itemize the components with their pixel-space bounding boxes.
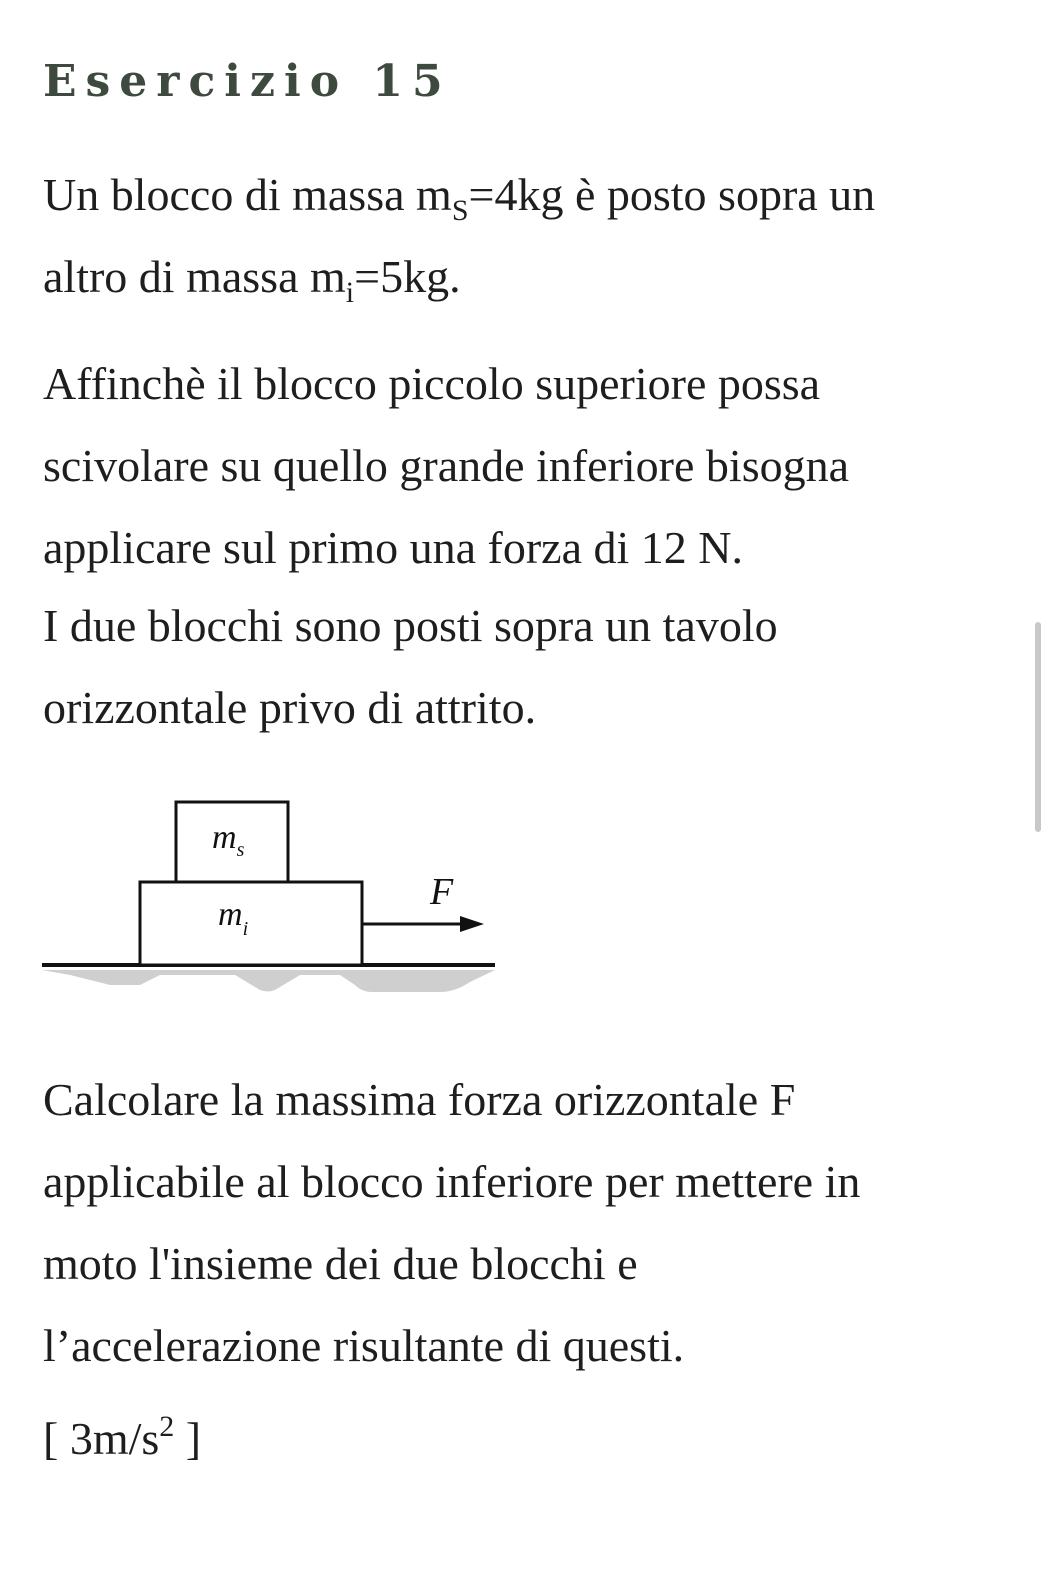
lower-block-label-m: m — [218, 896, 243, 933]
force-label: F — [430, 871, 454, 913]
paragraph-masses — [43, 154, 875, 318]
paragraph-line: applicabile al blocco inferiore per mettere in — [43, 1156, 861, 1207]
paragraph-line: moto l'insieme dei due blocchi e — [43, 1238, 638, 1289]
exercise-title: Esercizio 15 — [43, 56, 452, 107]
force-arrow-head — [460, 916, 484, 932]
ground-shadow — [42, 970, 495, 992]
paragraph-line: Affinchè il blocco piccolo superiore possa — [43, 358, 821, 409]
upper-block-label-sub: s — [236, 839, 245, 861]
answer-exponent: 2 — [159, 1410, 175, 1443]
scrollbar-thumb[interactable] — [1035, 622, 1041, 832]
text-segment: =4kg è posto sopra un — [468, 169, 876, 220]
blocks-diagram — [0, 780, 520, 1020]
paragraph-masses-line-1 — [43, 154, 875, 236]
subscript-i: i — [345, 276, 355, 309]
lower-block — [140, 882, 362, 965]
answer-value: [ 3m/s — [43, 1413, 160, 1464]
paragraph-line: scivolare su quello grande inferiore bisogna — [43, 440, 850, 491]
lower-block-label-sub: i — [242, 918, 249, 940]
paragraph-table — [43, 585, 778, 749]
upper-block-label-m: m — [212, 819, 237, 856]
paragraph-line: l’accelerazione risultante di questi. — [43, 1320, 685, 1371]
text-segment: =5kg. — [354, 251, 461, 302]
answer — [43, 1398, 201, 1480]
paragraph-line: Calcolare la massima forza orizzontale F — [43, 1074, 796, 1125]
subscript-s: S — [451, 194, 469, 227]
answer-bracket: ] — [174, 1413, 202, 1464]
text-segment: altro di massa m — [43, 251, 346, 302]
paragraph-line: applicare sul primo una forza di 12 N. — [43, 522, 743, 573]
paragraph-slip-condition — [43, 343, 849, 589]
text-segment: Un blocco di massa m — [43, 169, 452, 220]
paragraph-question — [43, 1059, 860, 1387]
paragraph-line: orizzontale privo di attrito. — [43, 682, 537, 733]
paragraph-masses-line-2 — [43, 236, 875, 318]
paragraph-line: I due blocchi sono posti sopra un tavolo — [43, 600, 778, 651]
